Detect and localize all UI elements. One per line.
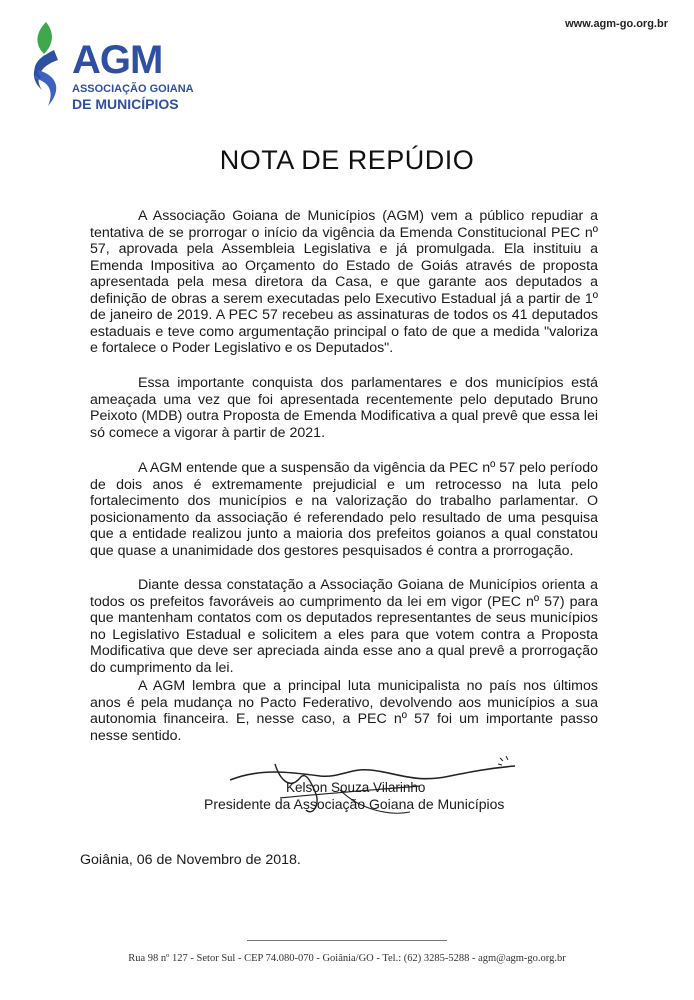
website-link[interactable]: www.agm-go.org.br (565, 18, 668, 30)
document-body-2 (90, 375, 598, 457)
date-line: Goiânia, 06 de Novembro de 2018. (80, 852, 301, 868)
footer-divider (247, 940, 447, 941)
agm-logo (24, 20, 194, 120)
agm-emblem-icon (24, 20, 72, 110)
paragraph-5: A AGM lembra que a principal luta municipalista no país nos últimos anos é pela mudança no Pacto Federativo, devolvendo aos municípios a sua autonomia financeira. E, nesse caso, a PEC nº 57 foi um importante passo nesse sentido. (90, 678, 598, 744)
footer-address: Rua 98 nº 127 - Setor Sul - CEP 74.080-070 - Goiânia/GO - Tel.: (62) 3285-5288 - agm@agm-go.org.br (128, 953, 566, 964)
logo-subtitle-line2: DE MUNICÍPIOS (72, 96, 179, 112)
document-title: NOTA DE REPÚDIO (219, 145, 475, 175)
paragraph-4: Diante dessa constatação a Associação Goiana de Municípios orienta a todos os prefeitos favoráveis ao cumprimento da lei em vigor (PEC nº 57) para que mantenham contatos com os deputados representantes de seus municípios no Legislativo Estadual e solicitem a eles para que votem contra a Proposta Modificativa que deve ser apreciada ainda esse ano a qual prevê a prorrogação do cumprimento da lei. (90, 577, 598, 676)
signatory-name: Kelson Souza Vilarinho (286, 780, 426, 795)
logo-wordmark: AGM (72, 38, 163, 82)
paragraph-3: A AGM entende que a suspensão da vigência da PEC nº 57 pelo período de dois anos é extremamente prejudicial e um retrocesso na luta pelo fortalecimento dos municípios e na valorização do trabalho parlamentar. O posicionamento da associação é referendado pelo resultado de uma pesquisa que a entidade realizou junto a maioria dos prefeitos goianos a qual constatou que quase a unanimidade dos gestores pesquisados é contra a prorrogação. (90, 460, 598, 559)
paragraph-2: Essa importante conquista dos parlamentares e dos municípios está ameaçada uma vez que foi apresentada recentemente pelo deputado Bruno Peixoto (MDB) outra Proposta de Emenda Modificativa a qual prevê que essa lei só comece a vigorar à partir de 2021. (90, 375, 598, 441)
signature-block (190, 750, 520, 830)
document-body-3 (90, 460, 598, 575)
signatory-role: Presidente da Associação Goiana de Municípios (204, 796, 505, 812)
document-body (90, 208, 598, 373)
document-body-5 (90, 678, 598, 760)
document-body-4 (90, 577, 598, 692)
paragraph-1: A Associação Goiana de Municípios (AGM) vem a público repudiar a tentativa de se prorrogar o início da vigência da Emenda Constitucional PEC nº 57, aprovada pela Assembleia Legislativa e já promulgada. Ela instituiu a Emenda Impositiva ao Orçamento do Estado de Goiás através de proposta apresentada pela mesa diretora da Casa, e que garante aos deputados a definição de obras a serem executadas pelo Executivo Estadual já a partir de 1º de janeiro de 2019. A PEC 57 recebeu as assinaturas de todos os 41 deputados estaduais e teve como argumentação principal o fato de que a medida "valoriza e fortalece o Poder Legislativo e os Deputados". (90, 208, 598, 356)
logo-subtitle-line1: ASSOCIAÇÃO GOIANA (72, 83, 194, 95)
